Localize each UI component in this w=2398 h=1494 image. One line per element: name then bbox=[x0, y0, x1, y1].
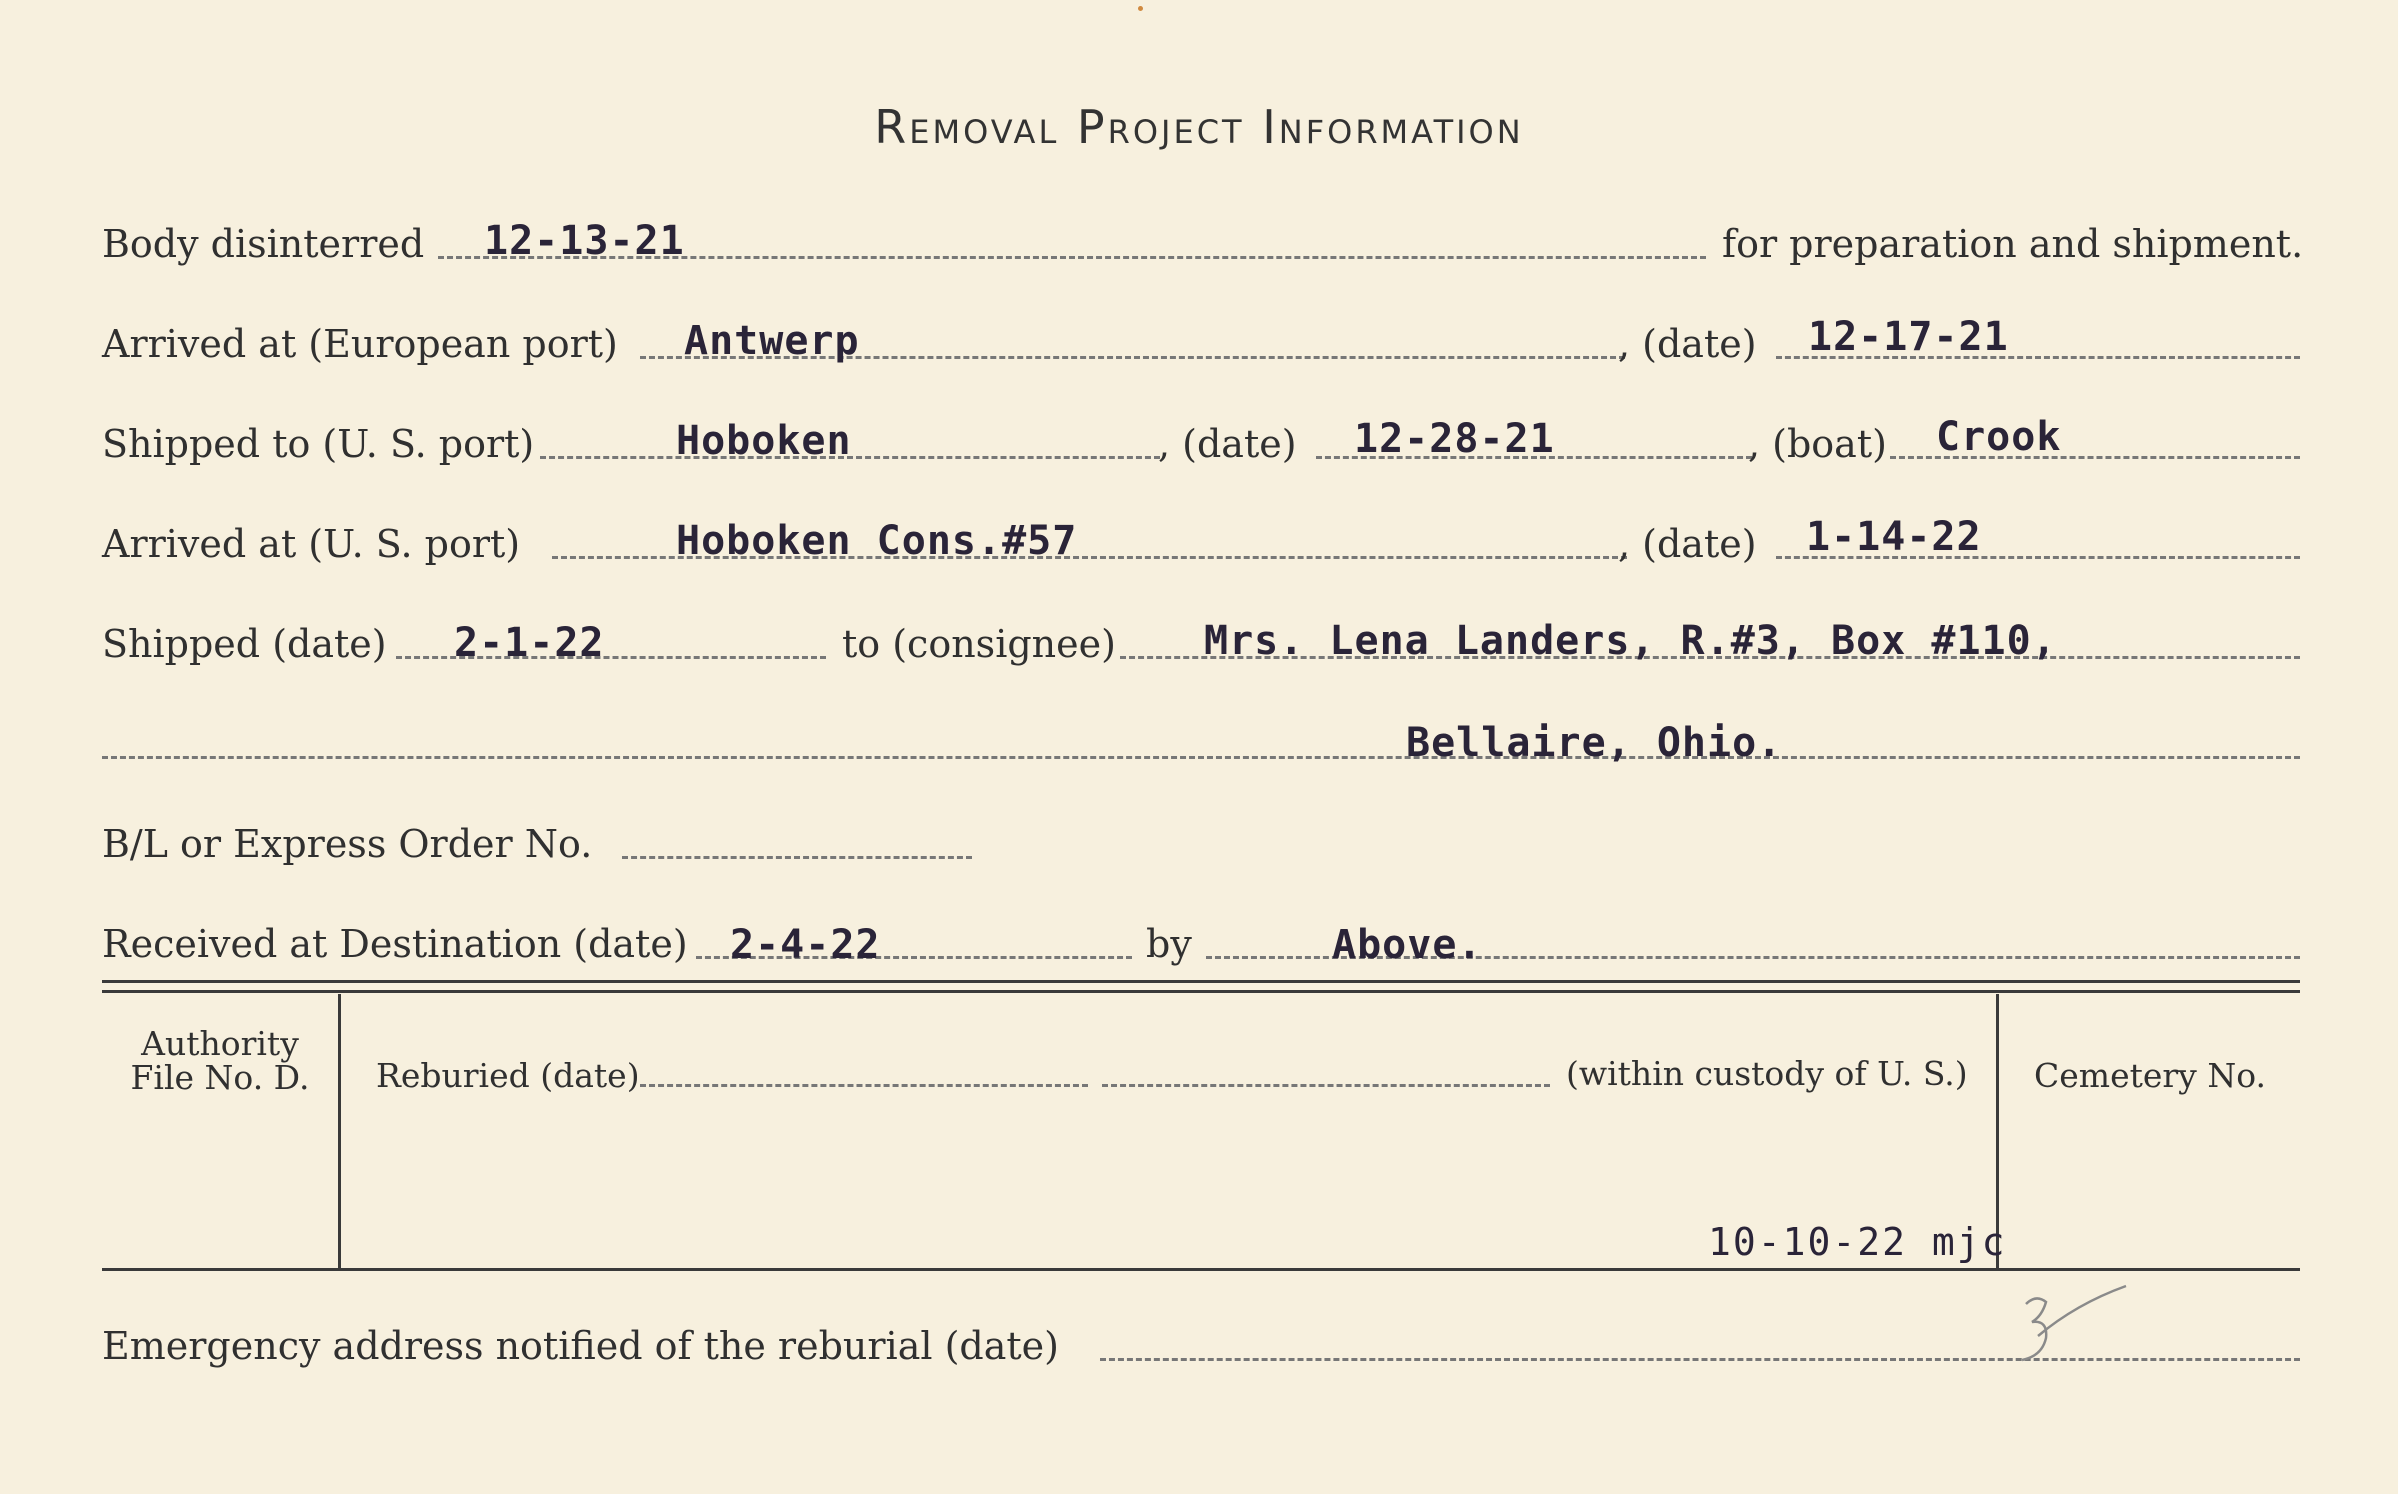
custody-label: (within custody of U. S.) bbox=[1566, 1054, 1968, 1093]
emergency-label: Emergency address notified of the reburial (date) bbox=[102, 1324, 1059, 1368]
authority-label-2: File No. D. bbox=[130, 1058, 310, 1097]
us-port-shipped-label: Shipped to (U. S. port) bbox=[102, 422, 535, 466]
us-port-shipped-boat: Crook bbox=[1936, 414, 2062, 460]
reburied-label: Reburied (date) bbox=[376, 1056, 640, 1095]
us-port-arrived-date: 1-14-22 bbox=[1806, 514, 1982, 560]
us-port-arrived-label: Arrived at (U. S. port) bbox=[102, 522, 521, 566]
shipped-date-label: Shipped (date) bbox=[102, 622, 387, 666]
table-top-rule bbox=[102, 980, 2300, 983]
us-port-shipped-date: 12-28-21 bbox=[1354, 416, 1555, 462]
consignee-value-2: Bellaire, Ohio. bbox=[1406, 720, 1783, 766]
table-bottom-rule bbox=[102, 1268, 2300, 1271]
us-port-shipped-value: Hoboken bbox=[676, 418, 852, 464]
shipped-date: 2-1-22 bbox=[454, 620, 605, 666]
received-by-label: by bbox=[1146, 922, 1192, 966]
european-port-date-label: , (date) bbox=[1618, 322, 1757, 366]
disinterred-value: 12-13-21 bbox=[484, 218, 685, 264]
reburied-line-2 bbox=[1102, 1084, 1550, 1087]
pencil-mark bbox=[1996, 1276, 2146, 1386]
received-date: 2-4-22 bbox=[730, 922, 881, 968]
table-top-rule-2 bbox=[102, 990, 2300, 993]
us-port-shipped-boat-label: , (boat) bbox=[1748, 422, 1887, 466]
us-port-arrived-value: Hoboken Cons.#57 bbox=[676, 518, 1078, 564]
reburial-stamp: 10-10-22 mjc bbox=[1708, 1220, 2007, 1264]
consignee-line-2 bbox=[102, 756, 2300, 759]
table-divider-left bbox=[338, 994, 341, 1268]
consignee-label: to (consignee) bbox=[842, 622, 1116, 666]
bl-line bbox=[622, 856, 972, 859]
us-port-shipped-date-label: , (date) bbox=[1158, 422, 1297, 466]
bl-label: B/L or Express Order No. bbox=[102, 822, 593, 866]
reburied-line-1 bbox=[640, 1084, 1088, 1087]
consignee-value-1: Mrs. Lena Landers, R.#3, Box #110, bbox=[1204, 618, 2057, 664]
disinterred-label: Body disinterred bbox=[102, 222, 425, 266]
card-title: Removal Project Information bbox=[874, 100, 1524, 154]
us-port-arrived-date-label: , (date) bbox=[1618, 522, 1757, 566]
received-by: Above. bbox=[1332, 922, 1483, 968]
authority-label-1: Authority bbox=[141, 1024, 299, 1063]
paper-speck bbox=[1138, 6, 1143, 11]
european-port-label: Arrived at (European port) bbox=[102, 322, 618, 366]
european-port-value: Antwerp bbox=[684, 318, 860, 364]
disinterred-suffix: for preparation and shipment. bbox=[1722, 222, 2304, 266]
received-label: Received at Destination (date) bbox=[102, 922, 688, 966]
european-port-date: 12-17-21 bbox=[1808, 314, 2009, 360]
cemetery-label: Cemetery No. bbox=[2034, 1056, 2266, 1095]
